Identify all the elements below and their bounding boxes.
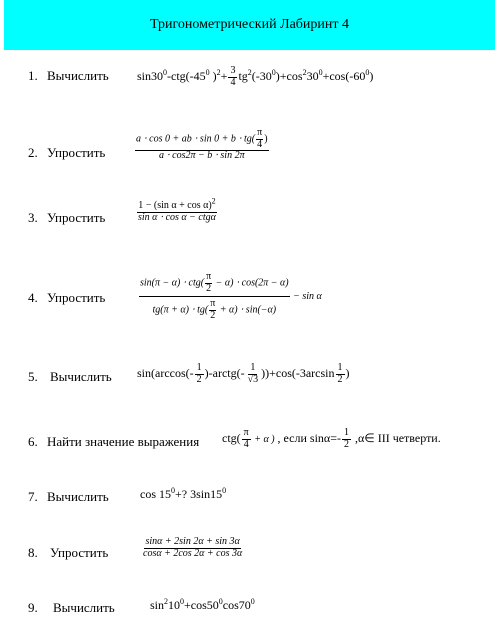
task-label: Найти значение выражения <box>47 434 200 449</box>
page-title: Тригонометрический Лабиринт 4 <box>149 17 349 32</box>
task-expression: sin(arccos(- $\frac{1}{2}$ )-arctg(- $\frac{1}{√3}$ ))+cos(-3arcsin $\frac{1}{2}$ ) <box>137 362 350 385</box>
task-label: Вычислить <box>50 369 112 384</box>
task-7 <box>0 487 500 507</box>
task-number: 2. <box>28 145 38 160</box>
task-expression: $\sin^210^0+\cos 50^0\cos 70^0$ <box>150 597 255 612</box>
task-1 <box>0 66 500 88</box>
task-label: Вычислить <box>53 600 115 615</box>
task-label: Вычислить <box>47 68 109 83</box>
task-expression: $\cos 15^0+$? $3\sin 15^0$ <box>140 486 227 501</box>
task-expression: ctg( $\frac{\pi}{4}$ + α ) , если sinα=- $\frac{1}{2}$ ,α∈ III четверти. <box>222 427 441 450</box>
task-expression: $\frac{\sin\alpha + 2\sin 2\alpha + \sin 3\alpha}{\cos\alpha + 2\cos 2\alpha + \cos 3\alpha}$ <box>143 536 243 559</box>
task-5 <box>0 363 500 395</box>
task-label: Упростить <box>47 290 106 305</box>
page-header <box>4 0 495 50</box>
task-number: 5. <box>28 369 38 384</box>
task-expression: a ⋅ cos 0 + ab ⋅ sin 0 + b ⋅ tg( $\frac{\pi}{4}$ ) a ⋅ cos2π − b ⋅ sin 2π <box>136 127 268 161</box>
task-number: 1. <box>28 68 38 83</box>
task-number: 7. <box>28 489 38 504</box>
task-label: Вычислить <box>47 489 109 504</box>
task-number: 6. <box>28 434 38 449</box>
task-3 <box>0 196 500 237</box>
task-4 <box>0 272 500 324</box>
task-label: Упростить <box>47 145 106 160</box>
task-expression: $\sin 30^0-ctg(-45^0$ )$^2$+ $\frac{3}{4}$ $tg^2(-30^0)+\cos^230^0+\cos(-60^0)$ <box>137 65 374 88</box>
task-expression: $\frac{1 - (\sin \alpha + \cos \alpha)^2}{\text{sin α ⋅ cos α − ctgα}}$ <box>138 196 216 223</box>
task-label: Упростить <box>50 545 109 560</box>
task-label: Упростить <box>47 210 106 225</box>
task-number: 9. <box>28 600 38 615</box>
task-number: 4. <box>28 290 38 305</box>
task-2 <box>0 128 500 173</box>
task-number: 3. <box>28 210 38 225</box>
task-number: 8. <box>28 545 38 560</box>
task-9 <box>0 598 500 618</box>
task-6 <box>0 428 500 460</box>
task-expression: sin(π − α) ⋅ ctg( $\frac{\pi}{2}$ − α) ⋅ cos(2π − α) tg(π + α) ⋅ tg( $\frac{\pi}{2}$ + α) ⋅ sin(−α) − sin α <box>140 271 322 321</box>
task-8 <box>0 537 500 571</box>
